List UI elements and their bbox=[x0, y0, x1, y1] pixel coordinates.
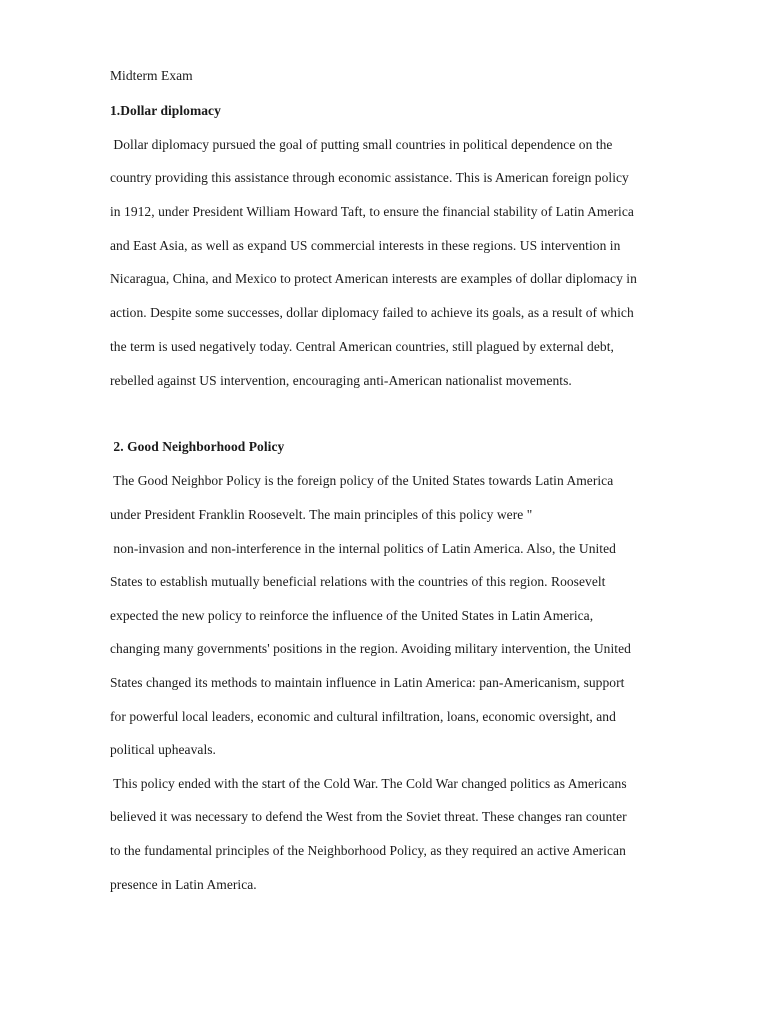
paragraph-line: This policy ended with the start of the Cold War. The Cold War changed politics as Americans bbox=[110, 776, 627, 791]
section-heading-good-neighborhood-policy: 2. Good Neighborhood Policy bbox=[110, 439, 285, 454]
paragraph-line: and East Asia, as well as expand US commercial interests in these regions. US intervention in bbox=[110, 238, 621, 253]
paragraph-line: under President Franklin Roosevelt. The main principles of this policy were " bbox=[110, 507, 533, 522]
paragraph-line: rebelled against US intervention, encouraging anti-American nationalist movements. bbox=[110, 373, 572, 388]
paragraph-line: the term is used negatively today. Central American countries, still plagued by external debt, bbox=[110, 339, 614, 354]
paragraph-line: changing many governments' positions in the region. Avoiding military intervention, the United bbox=[110, 641, 631, 656]
paragraph-line: for powerful local leaders, economic and cultural infiltration, loans, economic oversight, and bbox=[110, 709, 616, 724]
document-title: Midterm Exam bbox=[110, 68, 193, 83]
paragraph-line: in 1912, under President William Howard Taft, to ensure the financial stability of Latin America bbox=[110, 204, 634, 219]
paragraph-line: political upheavals. bbox=[110, 742, 216, 757]
paragraph-line: expected the new policy to reinforce the influence of the United States in Latin America, bbox=[110, 608, 594, 623]
paragraph-line: Nicaragua, China, and Mexico to protect American interests are examples of dollar diplomacy in bbox=[110, 271, 637, 286]
paragraph-line: believed it was necessary to defend the West from the Soviet threat. These changes ran counter bbox=[110, 809, 627, 824]
paragraph-line: to the fundamental principles of the Neighborhood Policy, as they required an active American bbox=[110, 843, 626, 858]
paragraph-line: action. Despite some successes, dollar diplomacy failed to achieve its goals, as a result of which bbox=[110, 305, 634, 320]
paragraph-line: non-invasion and non-interference in the internal politics of Latin America. Also, the United bbox=[110, 541, 616, 556]
paragraph-line: States to establish mutually beneficial relations with the countries of this region. Roosevelt bbox=[110, 574, 606, 589]
paragraph-line: presence in Latin America. bbox=[110, 877, 257, 892]
paragraph-line: The Good Neighbor Policy is the foreign policy of the United States towards Latin America bbox=[110, 473, 614, 488]
paragraph-line: country providing this assistance through economic assistance. This is American foreign policy bbox=[110, 170, 629, 185]
paragraph-line: Dollar diplomacy pursued the goal of putting small countries in political dependence on the bbox=[110, 137, 613, 152]
paragraph-line: States changed its methods to maintain influence in Latin America: pan-Americanism, support bbox=[110, 675, 625, 690]
section-heading-dollar-diplomacy: 1.Dollar diplomacy bbox=[110, 103, 221, 118]
